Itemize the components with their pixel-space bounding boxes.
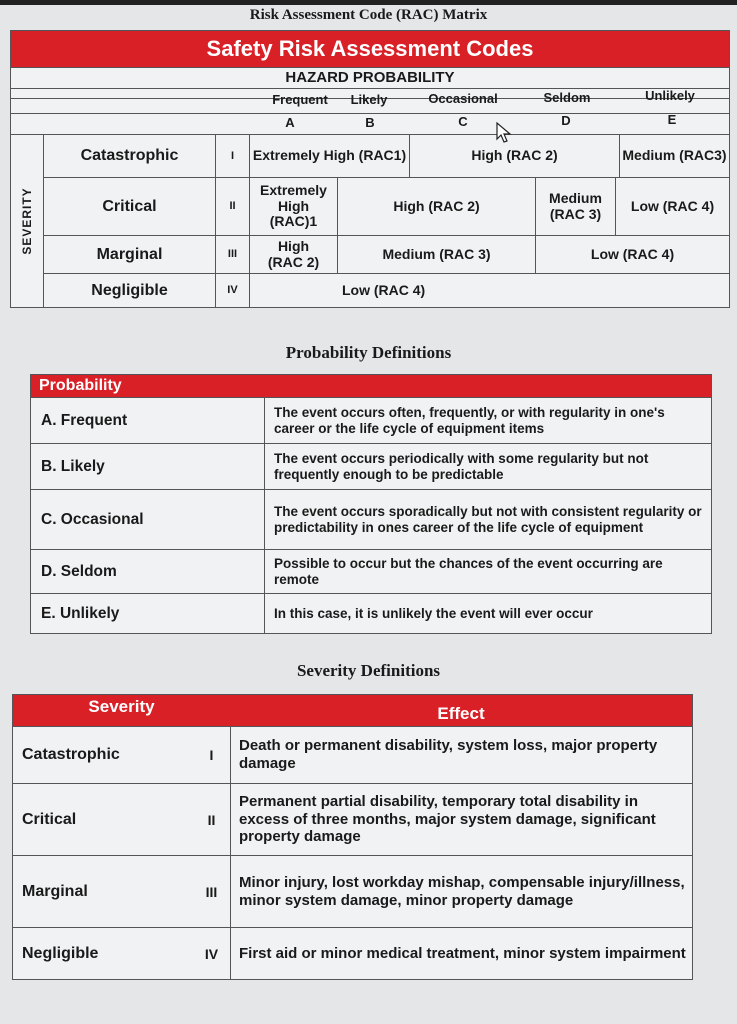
table-row	[12, 784, 693, 856]
prob-def-text: The event occurs sporadically but not with consistent regularity or predictability in ones career of the life cycle of equipment	[274, 504, 702, 535]
prob-def-text: The event occurs periodically with some regularity but not frequently enough to be predictable	[274, 451, 649, 482]
cell-catastrophic-cd: High (RAC 2)	[410, 135, 620, 178]
sev-def-label: Marginal	[22, 882, 88, 900]
cell-marginal-bc: Medium (RAC 3)	[338, 236, 536, 274]
screen-top-edge	[0, 0, 737, 5]
cell-catastrophic-ab: Extremely High (RAC1)	[250, 135, 410, 178]
severity-table	[12, 694, 693, 980]
severity-negligible: Negligible	[44, 274, 216, 308]
prob-def-text: In this case, it is unlikely the event will ever occur	[274, 605, 593, 621]
numeral-iii: III	[216, 236, 250, 274]
prob-def-label: B. Likely	[41, 457, 105, 475]
prob-def-label: E. Unlikely	[41, 604, 120, 622]
severity-catastrophic: Catastrophic	[44, 135, 216, 178]
table-row	[12, 856, 693, 928]
sev-def-text: First aid or minor medical treatment, minor system impairment	[239, 944, 686, 962]
table-row	[12, 928, 693, 980]
mouse-pointer-icon	[496, 122, 512, 144]
cell-negligible-ae: Low (RAC 4)	[250, 274, 730, 308]
sev-def-numeral: IV	[204, 945, 219, 962]
rac-matrix	[10, 30, 730, 308]
cell-critical-d: Medium (RAC 3)	[536, 178, 616, 236]
sev-def-text: Minor injury, lost workday mishap, compensable injury/illness, minor system damage, minor property damage	[239, 873, 685, 909]
prob-letter-c: C	[458, 114, 468, 129]
prob-letter-d: D	[561, 113, 571, 128]
cell-marginal-a: High (RAC 2)	[250, 236, 338, 274]
cell-critical-a: Extremely High (RAC)1	[250, 178, 338, 236]
sev-def-label: Catastrophic	[22, 746, 120, 763]
sev-def-numeral: I	[209, 747, 214, 763]
table-row	[30, 490, 712, 550]
sev-def-numeral: II	[207, 811, 216, 828]
prob-def-label: A. Frequent	[41, 411, 128, 429]
severity-marginal: Marginal	[44, 236, 216, 274]
probability-header: Probability	[39, 377, 122, 394]
cell-critical-bc: High (RAC 2)	[338, 178, 536, 236]
sev-def-text: Death or permanent disability, system loss, major property damage	[239, 737, 658, 772]
numeral-iv: IV	[216, 274, 250, 308]
severity-header-row	[12, 694, 693, 727]
prob-unlikely: Unlikely	[645, 88, 695, 103]
prob-letter-b: B	[365, 115, 375, 130]
document-title: Risk Assessment Code (RAC) Matrix	[249, 7, 488, 23]
cell-critical-e: Low (RAC 4)	[616, 178, 730, 236]
prob-occasional: Occasional	[428, 91, 498, 106]
severity-axis-label: SEVERITY	[20, 187, 34, 255]
sev-def-numeral: III	[205, 883, 218, 900]
sev-def-label: Negligible	[22, 944, 99, 962]
prob-def-label: C. Occasional	[41, 510, 144, 528]
probability-table	[30, 374, 712, 634]
table-row	[30, 594, 712, 634]
numeral-i: I	[216, 135, 250, 178]
matrix-title: Safety Risk Assessment Codes	[10, 30, 730, 68]
table-row	[30, 398, 712, 444]
table-row	[30, 444, 712, 490]
severity-definitions-title: Severity Definitions	[296, 661, 441, 680]
prob-letter-e: E	[667, 112, 677, 127]
cell-marginal-de: Low (RAC 4)	[536, 236, 730, 274]
cell-catastrophic-e: Medium (RAC3)	[620, 135, 730, 178]
severity-header: Severity	[88, 696, 155, 716]
hazard-probability-label: HAZARD PROBABILITY	[285, 69, 455, 86]
sev-def-label: Critical	[22, 810, 77, 828]
prob-def-text: The event occurs often, frequently, or with regularity in one's career or the life cycle of equipment items	[274, 405, 665, 436]
severity-axis	[10, 135, 44, 308]
numeral-ii: II	[216, 178, 250, 236]
prob-def-label: D. Seldom	[41, 562, 117, 580]
prob-likely: Likely	[350, 92, 388, 107]
probability-header-row	[30, 374, 712, 398]
prob-def-text: Possible to occur but the chances of the event occurring are remote	[274, 556, 663, 587]
prob-letter-a: A	[285, 115, 295, 130]
prob-seldom: Seldom	[543, 90, 591, 105]
probability-definitions-title: Probability Definitions	[285, 343, 452, 362]
sev-def-text: Permanent partial disability, temporary total disability in excess of three months, major system damage, significant property damage	[239, 792, 656, 846]
table-row	[30, 550, 712, 594]
effect-header: Effect	[437, 703, 485, 723]
table-row	[12, 727, 693, 784]
prob-frequent: Frequent	[272, 92, 328, 107]
severity-critical: Critical	[44, 178, 216, 236]
